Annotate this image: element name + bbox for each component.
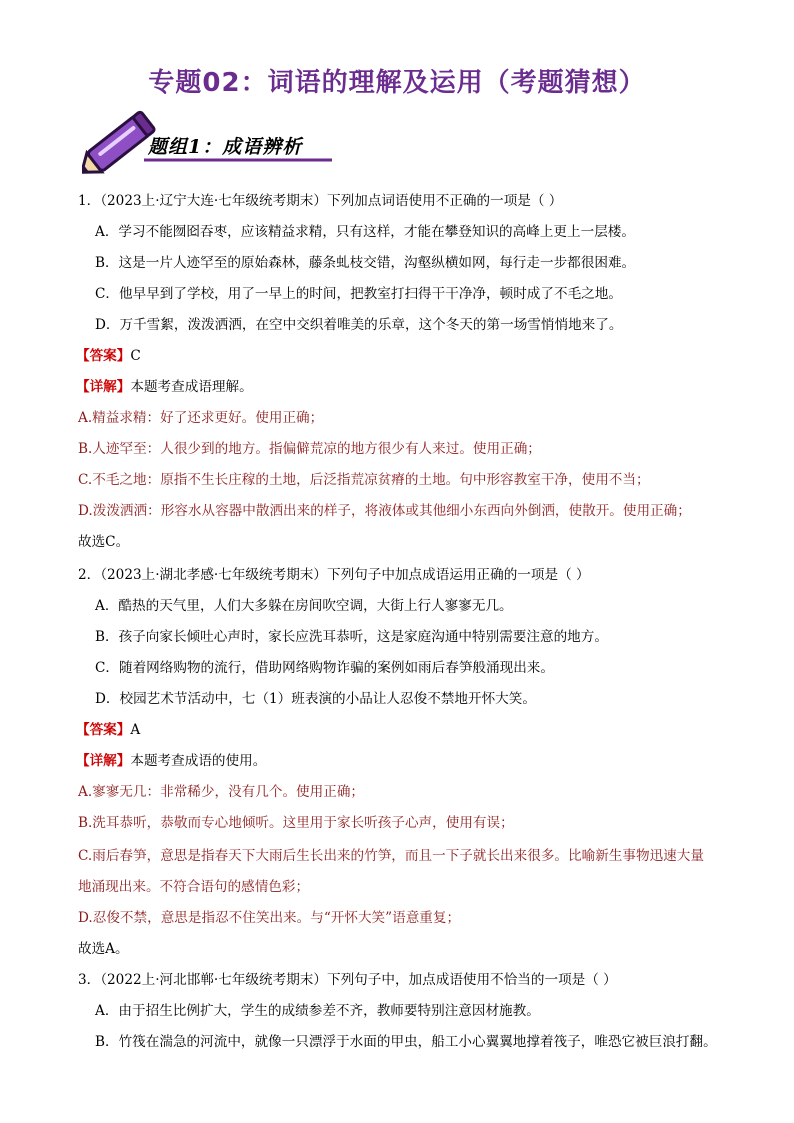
answer-line xyxy=(76,346,141,366)
question-stem: 2．（2023上·湖北孝感·七年级统考期末）下列句子中加点成语运用正确的一项是（ ） xyxy=(78,567,590,583)
detail-line xyxy=(76,751,266,771)
explanation: D.泼泼洒洒：形容水从容器中散洒出来的样子，将液体或其他细小东西向外倒洒，使散开。使用正确； xyxy=(78,503,691,519)
option-d: D．校园艺术节活动中，七（1）班表演的小品让人忍俊不禁地开怀大笑。 xyxy=(95,691,536,707)
detail-label: 【详解】 xyxy=(76,379,131,395)
section-banner xyxy=(82,110,352,180)
conclusion: 故选A。 xyxy=(78,941,129,957)
option-d: D．万千雪絮，泼泼洒洒，在空中交织着唯美的乐章，这个冬天的第一场雪悄悄地来了。 xyxy=(95,317,623,333)
option-c: C．他早早到了学校，用了一早上的时间，把教室打扫得干干净净，顿时成了不毛之地。 xyxy=(95,286,622,302)
section-label: 题组1：成语辨析 xyxy=(148,136,303,158)
detail-text: 本题考查成语理解。 xyxy=(130,379,253,395)
explanation: A.寥寥无几：非常稀少，没有几个。使用正确； xyxy=(78,784,365,800)
explanation: B.洗耳恭听，恭敬而专心地倾听。这里用于家长听孩子心声，使用有误； xyxy=(78,815,514,831)
answer-value: C xyxy=(130,348,141,364)
option-a: A．学习不能囫囵吞枣，应该精益求精，只有这样，才能在攀登知识的高峰上更上一层楼。 xyxy=(95,224,635,240)
option-c: C．随着网络购物的流行，借助网络购物诈骗的案例如雨后春笋般涌现出来。 xyxy=(95,660,554,676)
option-a: A．酷热的天气里，人们大多躲在房间吹空调，大街上行人寥寥无几。 xyxy=(95,598,513,614)
explanation: D.忍俊不禁，意思是指忍不住笑出来。与“开怀大笑”语意重复； xyxy=(78,910,461,926)
answer-label: 【答案】 xyxy=(76,722,131,738)
option-a: A．由于招生比例扩大，学生的成绩参差不齐，教师要特别注意因材施教。 xyxy=(95,1003,540,1019)
conclusion: 故选C。 xyxy=(78,534,130,550)
page-title: 专题02：词语的理解及运用（考题猜想） xyxy=(148,68,646,98)
option-b: B．这是一片人迹罕至的原始森林，藤条虬枝交错，沟壑纵横如网，每行走一步都很困难。 xyxy=(95,255,636,271)
explanation: 地涌现出来。不符合语句的感情色彩； xyxy=(78,879,310,895)
explanation: B.人迹罕至：人很少到的地方。指偏僻荒凉的地方很少有人来过。使用正确； xyxy=(78,441,541,457)
detail-label: 【详解】 xyxy=(76,753,131,769)
question-stem: 1．（2023上·辽宁大连·七年级统考期末）下列加点词语使用不正确的一项是（ ） xyxy=(78,193,563,209)
answer-value: A xyxy=(130,722,141,738)
option-b: B．孩子向家长倾吐心声时，家长应洗耳恭听，这是家庭沟通中特别需要注意的地方。 xyxy=(95,629,608,645)
question-stem: 3．（2022上·河北邯郸·七年级统考期末）下列句子中，加点成语使用不恰当的一项是（ ） xyxy=(78,972,617,988)
explanation: A.精益求精：好了还求更好。使用正确； xyxy=(78,410,324,426)
explanation: C.雨后春笋，意思是指春天下大雨后生长出来的竹笋，而且一下子就长出来很多。比喻新生事物迅速大量 xyxy=(78,848,704,864)
answer-label: 【答案】 xyxy=(76,348,131,364)
option-b: B．竹筏在湍急的河流中，就像一只漂浮于水面的甲虫，船工小心翼翼地撑着筏子，唯恐它被巨浪打翻。 xyxy=(95,1034,717,1050)
detail-text: 本题考查成语的使用。 xyxy=(130,753,267,769)
answer-line xyxy=(76,720,140,740)
detail-line xyxy=(76,377,253,397)
explanation: C.不毛之地：原指不生长庄稼的土地，后泛指荒凉贫瘠的土地。句中形容教室干净，使用不当； xyxy=(78,472,650,488)
